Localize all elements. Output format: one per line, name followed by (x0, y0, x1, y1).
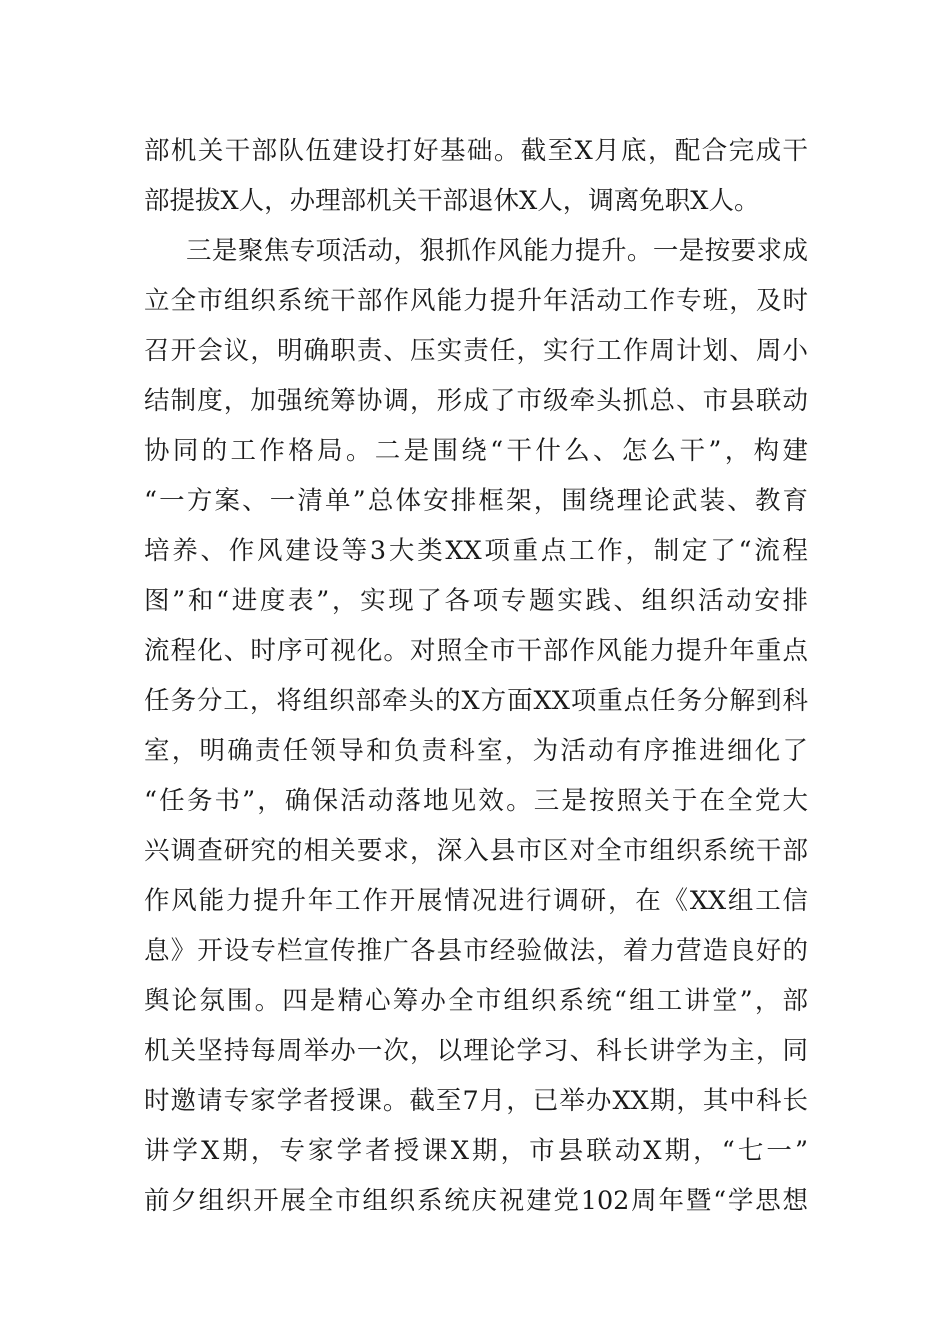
text-line-8: “一方案、一清单”总体安排框架，围绕理论武装、教育 (144, 486, 808, 516)
text-line-11: 流程化、时序可视化。对照全市干部作风能力提升年重点 (144, 636, 808, 666)
text-line-5: 召开会议，明确职责、压实责任，实行工作周计划、周小 (144, 336, 808, 366)
text-line-3: 三是聚焦专项活动，狠抓作风能力提升。一是按要求成 (186, 236, 808, 266)
text-line-7: 协同的工作格局。二是围绕“干什么、怎么干”，构建 (144, 436, 808, 466)
text-line-14: “任务书”，确保活动落地见效。三是按照关于在全党大 (144, 786, 808, 816)
text-line-16: 作风能力提升年工作开展情况进行调研，在《XX组工信 (144, 886, 808, 916)
text-line-2: 部提拔X人，办理部机关干部退休X人，调离免职X人。 (144, 186, 760, 216)
text-line-6: 结制度，加强统筹协调，形成了市级牵头抓总、市县联动 (144, 386, 808, 416)
text-line-17: 息》开设专栏宣传推广各县市经验做法，着力营造良好的 (144, 936, 808, 966)
text-line-12: 任务分工，将组织部牵头的X方面XX项重点任务分解到科 (144, 686, 808, 716)
text-line-9: 培养、作风建设等3大类XX项重点工作，制定了“流程 (144, 536, 808, 566)
text-line-18: 舆论氛围。四是精心筹办全市组织系统“组工讲堂”，部 (144, 986, 808, 1016)
text-line-15: 兴调查研究的相关要求，深入县市区对全市组织系统干部 (144, 836, 808, 866)
text-line-4: 立全市组织系统干部作风能力提升年活动工作专班，及时 (144, 286, 808, 316)
document-body (144, 126, 808, 1226)
text-line-22: 前夕组织开展全市组织系统庆祝建党102周年暨“学思想 (144, 1186, 808, 1216)
text-line-13: 室，明确责任领导和负责科室，为活动有序推进细化了 (144, 736, 808, 766)
text-line-10: 图”和“进度表”，实现了各项专题实践、组织活动安排 (144, 586, 808, 616)
text-line-1: 部机关干部队伍建设打好基础。截至X月底，配合完成干 (144, 136, 808, 166)
text-line-19: 机关坚持每周举办一次，以理论学习、科长讲学为主，同 (144, 1036, 808, 1066)
text-line-20: 时邀请专家学者授课。截至7月，已举办XX期，其中科长 (144, 1086, 808, 1116)
text-line-21: 讲学X期，专家学者授课X期，市县联动X期，“七一” (144, 1136, 808, 1166)
